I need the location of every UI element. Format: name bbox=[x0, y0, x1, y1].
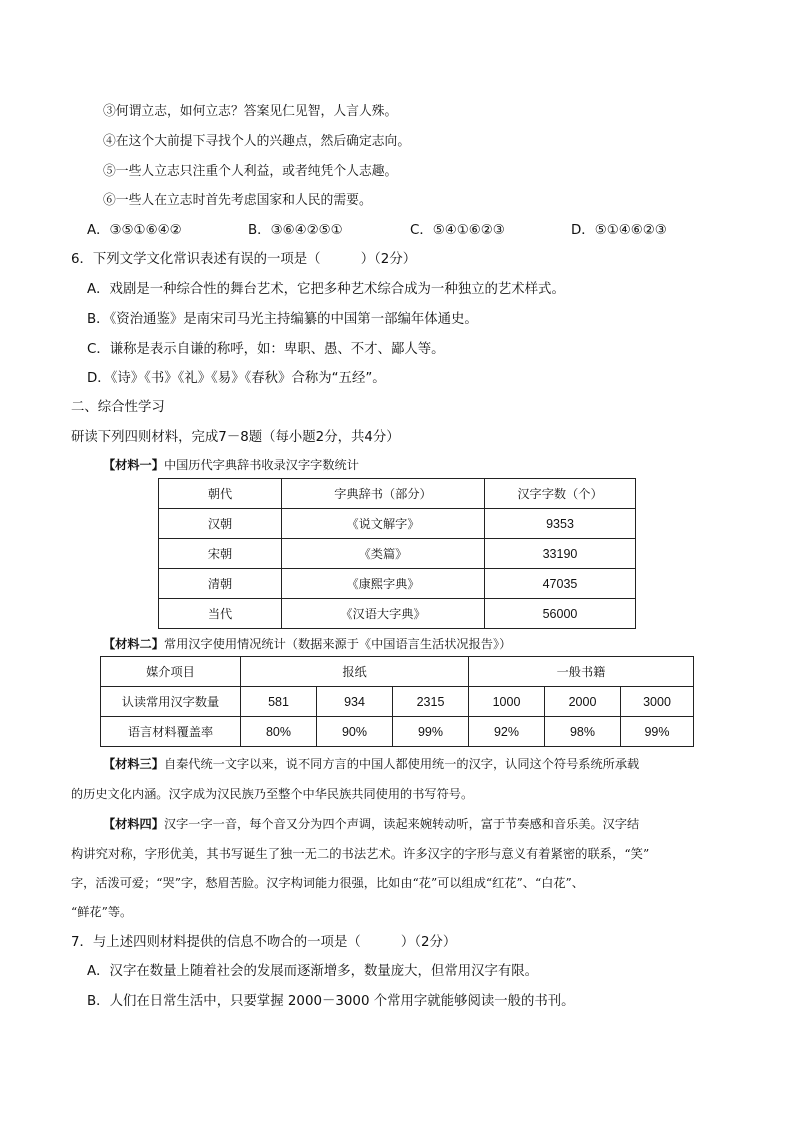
material4-text: 汉字一字一音，每个音又分为四个声调，读起来婉转动听，富于节奏感和音乐美。汉字结 bbox=[163, 817, 640, 831]
table-row bbox=[159, 509, 636, 539]
q5-item-6: ⑥一些人在立志时首先考虑国家和人民的需要。 bbox=[103, 193, 372, 208]
table-header: 一般书籍 bbox=[469, 657, 694, 687]
table-header: 报纸 bbox=[241, 657, 469, 687]
q6-option-b: B．《资治通鉴》是南宋司马光主持编纂的中国第一部编年体通史。 bbox=[87, 312, 478, 327]
table-header: 朝代 bbox=[159, 479, 282, 509]
table-cell: 47035 bbox=[485, 569, 636, 599]
material2-label: 【材料二】 bbox=[103, 637, 164, 651]
q5-option-a: A．③⑤①⑥④② bbox=[87, 223, 182, 238]
table-cell: 92% bbox=[469, 717, 545, 747]
table-cell: 99% bbox=[621, 717, 694, 747]
material4-line1 bbox=[103, 818, 639, 830]
table-cell: 《汉语大字典》 bbox=[282, 599, 485, 629]
table-cell: 汉朝 bbox=[159, 509, 282, 539]
table-cell: 9353 bbox=[485, 509, 636, 539]
table-cell: 《类篇》 bbox=[282, 539, 485, 569]
table-cell: 1000 bbox=[469, 687, 545, 717]
material4-line3: 字，活泼可爱；“哭”字，愁眉苦脸。汉字构词能力很强，比如由“花”可以组成“红花”、“白花”、 bbox=[71, 876, 584, 890]
table-cell: 99% bbox=[393, 717, 469, 747]
q7-stem: 7．与上述四则材料提供的信息不吻合的一项是（ ）（2分） bbox=[71, 935, 457, 950]
q5-item-3: ③何谓立志，如何立志？答案见仁见智，人言人殊。 bbox=[103, 104, 398, 119]
material3-line2: 的历史文化内涵。汉字成为汉民族乃至整个中华民族共同使用的书写符号。 bbox=[71, 787, 474, 801]
table-cell: 2000 bbox=[545, 687, 621, 717]
q5-option-d: D．⑤①④⑥②③ bbox=[571, 223, 667, 238]
q5-item-4: ④在这个大前提下寻找个人的兴趣点，然后确定志向。 bbox=[103, 134, 411, 149]
table-row bbox=[159, 569, 636, 599]
table-header: 字典辞书（部分） bbox=[282, 479, 485, 509]
table-row bbox=[101, 687, 694, 717]
table-row-label: 认读常用汉字数量 bbox=[101, 687, 241, 717]
table-header: 汉字字数（个） bbox=[485, 479, 636, 509]
material1-title: 中国历代字典辞书收录汉字字数统计 bbox=[163, 458, 359, 472]
table-cell: 《康熙字典》 bbox=[282, 569, 485, 599]
table-header-row bbox=[101, 657, 694, 687]
material4-line2: 构讲究对称，字形优美，其书写诞生了独一无二的书法艺术。许多汉字的字形与意义有着紧密的联系，“笑” bbox=[71, 847, 650, 861]
material1-caption bbox=[103, 459, 359, 471]
table-row-label: 语言材料覆盖率 bbox=[101, 717, 241, 747]
q6-option-a: A．戏剧是一种综合性的舞台艺术，它把多种艺术综合成为一种独立的艺术样式。 bbox=[87, 282, 565, 297]
q7-option-b: B．人们在日常生活中，只要掌握 2000－3000 个常用字就能够阅读一般的书刊。 bbox=[87, 994, 575, 1009]
section-intro: 研读下列四则材料，完成7－8题（每小题2分，共4分） bbox=[71, 430, 400, 445]
table-cell: 33190 bbox=[485, 539, 636, 569]
table-row bbox=[159, 539, 636, 569]
material4-label: 【材料四】 bbox=[103, 817, 164, 831]
q7-option-a: A．汉字在数量上随着社会的发展而逐渐增多，数量庞大，但常用汉字有限。 bbox=[87, 964, 539, 979]
q6-option-d: D．《诗》《书》《礼》《易》《春秋》合称为“五经”。 bbox=[87, 371, 386, 386]
table-cell: 80% bbox=[241, 717, 317, 747]
table-row bbox=[159, 599, 636, 629]
table-row bbox=[101, 717, 694, 747]
material3-text: 自秦代统一文字以来，说不同方言的中国人都使用统一的汉字，认同这个符号系统所承载 bbox=[163, 757, 640, 771]
table-cell: 98% bbox=[545, 717, 621, 747]
table-cell: 宋朝 bbox=[159, 539, 282, 569]
table-cell: 581 bbox=[241, 687, 317, 717]
material3-label: 【材料三】 bbox=[103, 757, 164, 771]
q5-item-5: ⑤一些人立志只注重个人利益，或者纯凭个人志趣。 bbox=[103, 164, 398, 179]
material2-title: 常用汉字使用情况统计（数据来源于《中国语言生活状况报告》） bbox=[163, 637, 512, 651]
section-heading: 二、综合性学习 bbox=[71, 400, 165, 415]
table-cell: 56000 bbox=[485, 599, 636, 629]
table-header: 媒介项目 bbox=[101, 657, 241, 687]
material2-caption bbox=[103, 638, 511, 650]
material2-table bbox=[100, 656, 694, 747]
table-cell: 《说文解字》 bbox=[282, 509, 485, 539]
q5-option-c: C．⑤④①⑥②③ bbox=[410, 223, 505, 238]
q6-stem: 6．下列文学文化常识表述有误的一项是（ ）（2分） bbox=[71, 252, 417, 267]
material1-label: 【材料一】 bbox=[103, 458, 164, 472]
material4-line4: “鲜花”等。 bbox=[71, 905, 133, 919]
q6-option-c: C．谦称是表示自谦的称呼，如：卑职、愚、不才、鄙人等。 bbox=[87, 342, 445, 357]
table-header-row bbox=[159, 479, 636, 509]
material3-line1 bbox=[103, 758, 639, 770]
q5-option-b: B．③⑥④②⑤① bbox=[248, 223, 343, 238]
table-cell: 当代 bbox=[159, 599, 282, 629]
table-cell: 清朝 bbox=[159, 569, 282, 599]
table-cell: 3000 bbox=[621, 687, 694, 717]
table-cell: 90% bbox=[317, 717, 393, 747]
material1-table bbox=[158, 478, 636, 629]
table-cell: 2315 bbox=[393, 687, 469, 717]
table-cell: 934 bbox=[317, 687, 393, 717]
